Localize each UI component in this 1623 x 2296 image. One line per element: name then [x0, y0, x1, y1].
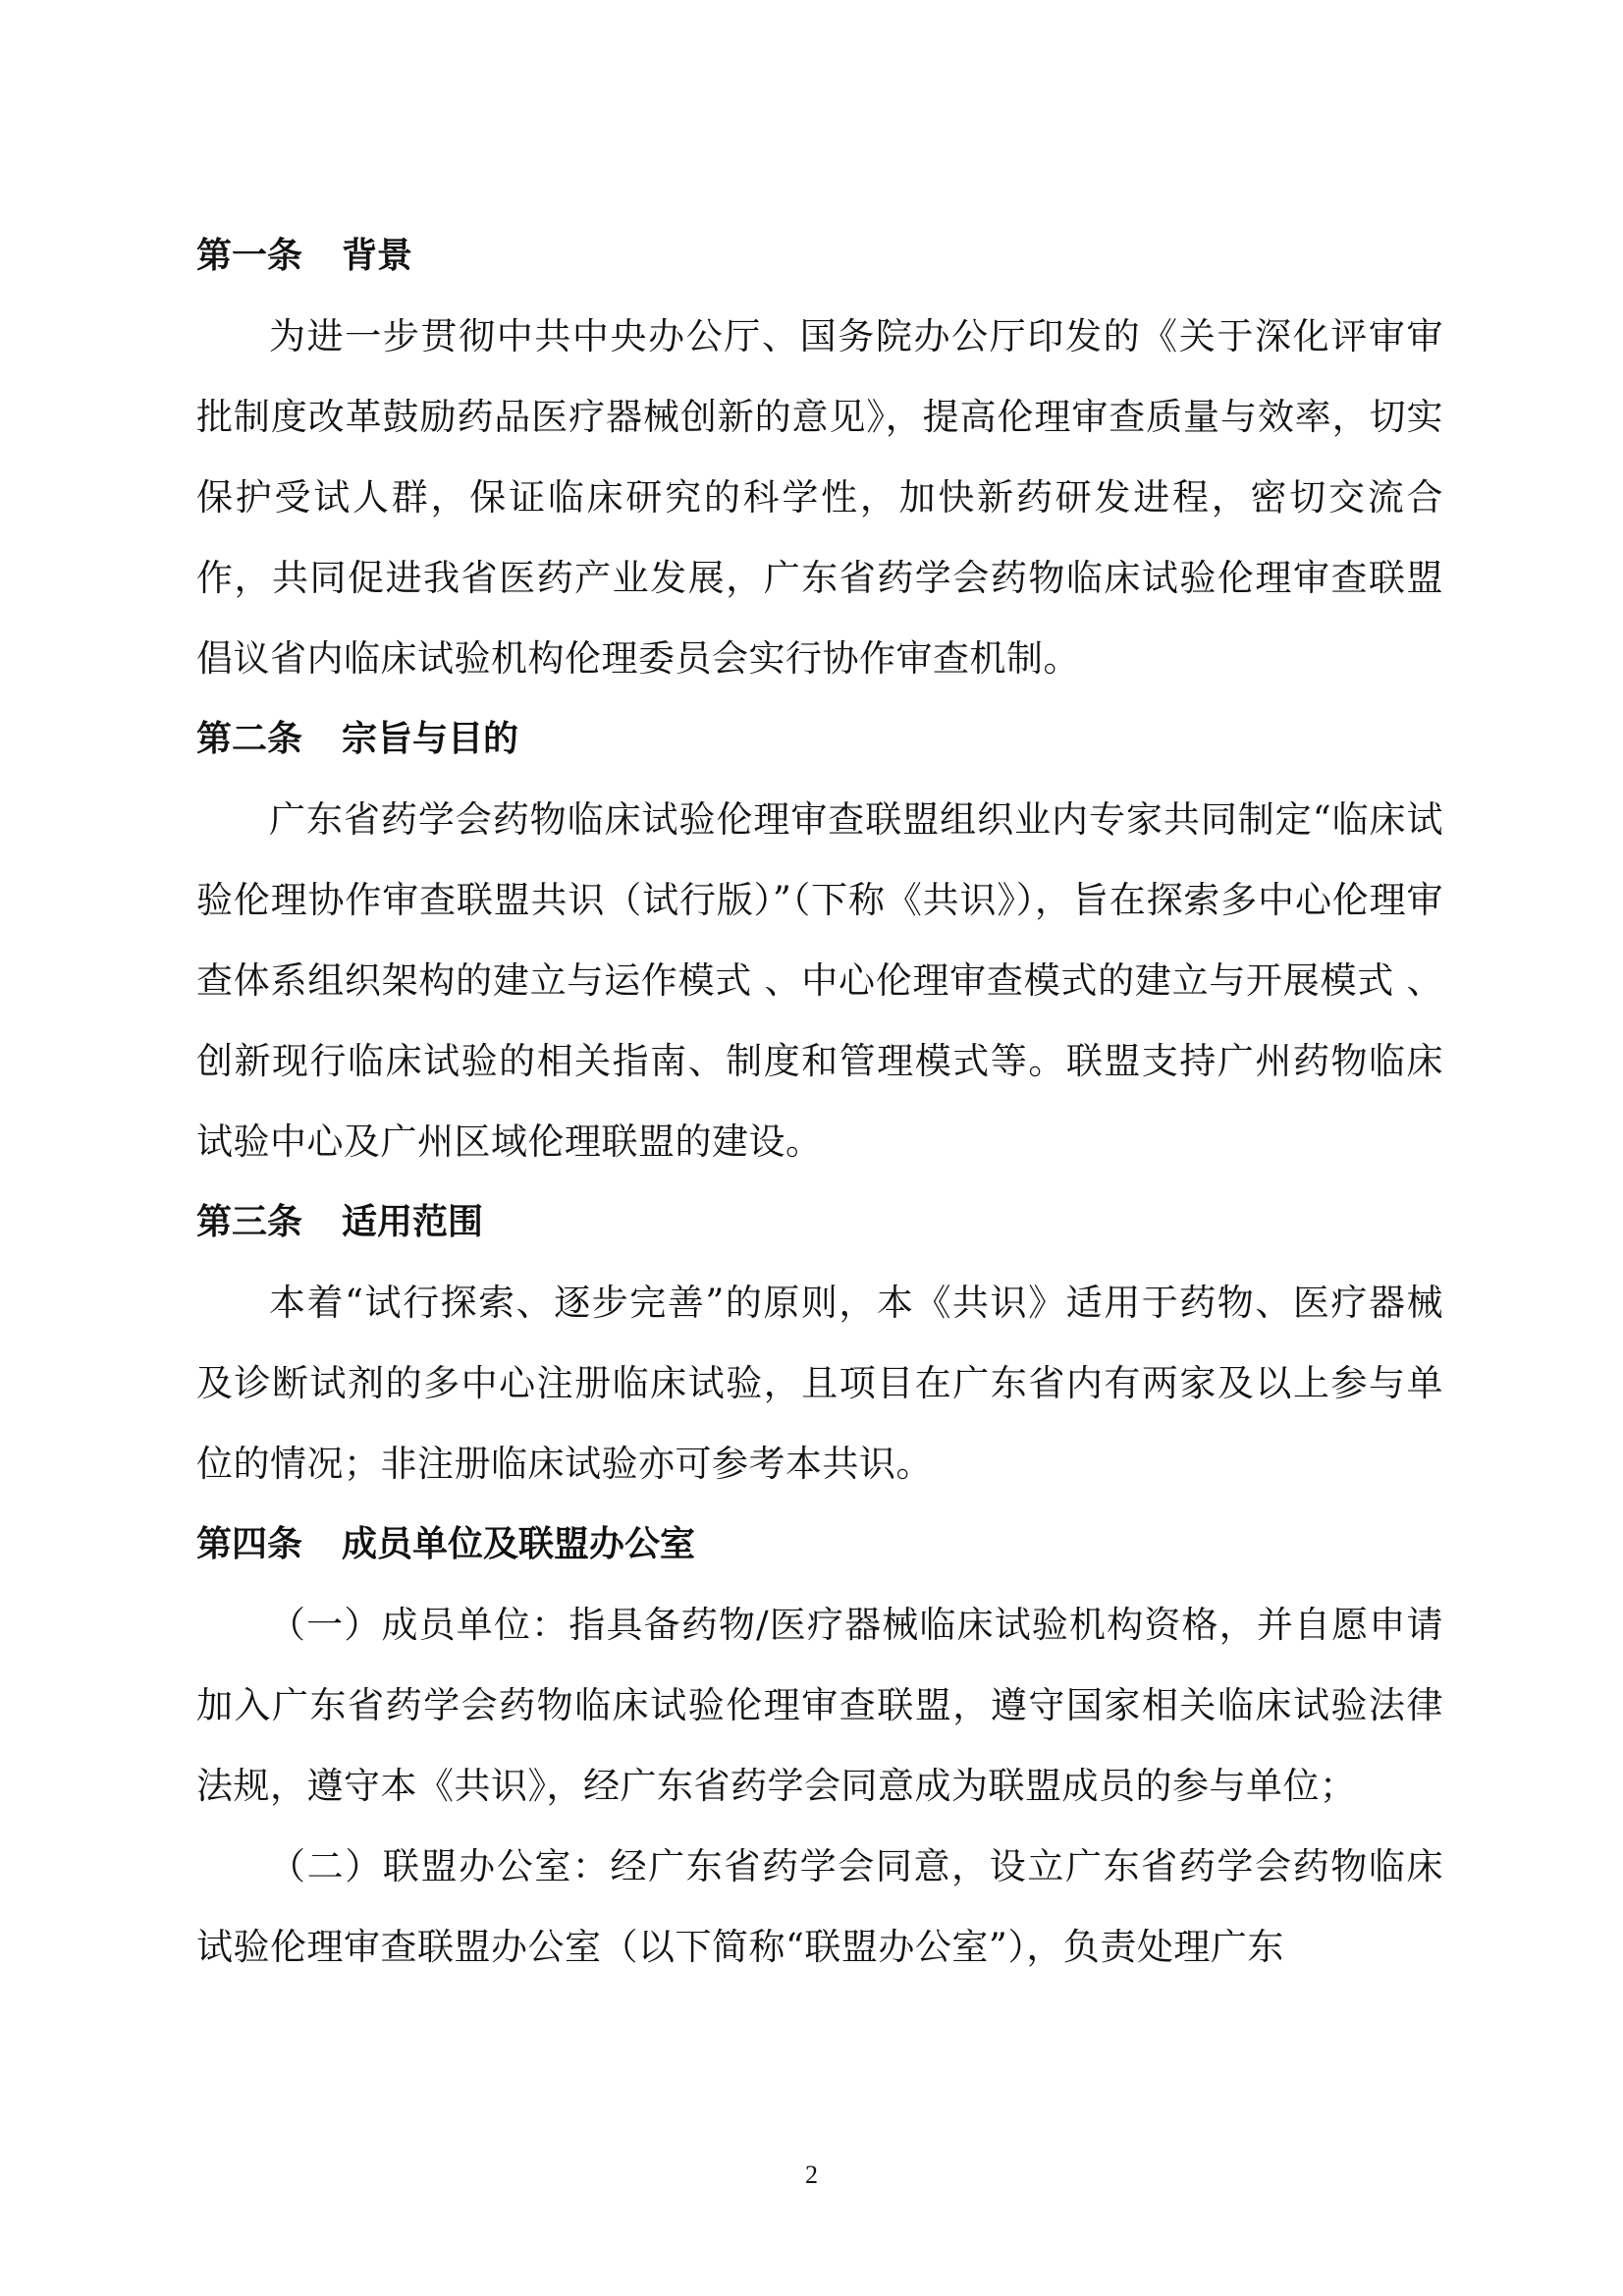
paragraph: （二）联盟办公室：经广东省药学会同意，设立广东省药学会药物临床试验伦理审查联盟办公室（以下简称“联盟办公室”），负责处理广东	[196, 1845, 1443, 1968]
page-number: 2	[805, 2160, 818, 2189]
section-number: 第四条	[196, 1524, 303, 1564]
paragraph: 为进一步贯彻中共中央办公厅、国务院办公厅印发的《关于深化评审审批制度改革鼓励药品医疗器械创新的意见》，提高伦理审查质量与效率，切实保护受试人群，保证临床研究的科学性，加快新药研发进程，密切交流合作，共同促进我省医药产业发展，广东省药学会药物临床试验伦理审查联盟倡议省内临床试验机构伦理委员会实行协作审查机制。	[196, 315, 1443, 680]
section-heading-3	[196, 1182, 1443, 1263]
paragraph: （一）成员单位：指具备药物/医疗器械临床试验机构资格，并自愿申请加入广东省药学会药物临床试验伦理审查联盟，遵守国家相关临床试验法律法规，遵守本《共识》，经广东省药学会同意成为联盟成员的参与单位；	[196, 1604, 1443, 1807]
section-number: 第三条	[196, 1202, 303, 1242]
document-body	[196, 216, 1443, 1988]
paragraph: 本着“试行探索、逐步完善”的原则，本《共识》适用于药物、医疗器械及诊断试剂的多中心注册临床试验，且项目在广东省内有两家及以上参与单位的情况；非注册临床试验亦可参考本共识。	[196, 1282, 1443, 1485]
section-heading-4	[196, 1504, 1443, 1585]
section-title: 宗旨与目的	[342, 719, 519, 759]
section-number: 第二条	[196, 719, 303, 759]
section-title: 背景	[342, 236, 413, 276]
section-title: 成员单位及联盟办公室	[342, 1524, 696, 1564]
section-heading-2	[196, 699, 1443, 780]
paragraph: 广东省药学会药物临床试验伦理审查联盟组织业内专家共同制定“临床试验伦理协作审查联盟共识（试行版）”（下称《共识》），旨在探索多中心伦理审查体系组织架构的建立与运作模式 、中心伦理审查模式的建立与开展模式 、创新现行临床试验的相关指南、制度和管理模式等。联盟支持广州药物临床试验中心及广州区域伦理联盟的建设。	[196, 798, 1443, 1163]
section-number: 第一条	[196, 236, 303, 276]
section-heading-1	[196, 216, 1443, 297]
section-title: 适用范围	[342, 1202, 484, 1242]
